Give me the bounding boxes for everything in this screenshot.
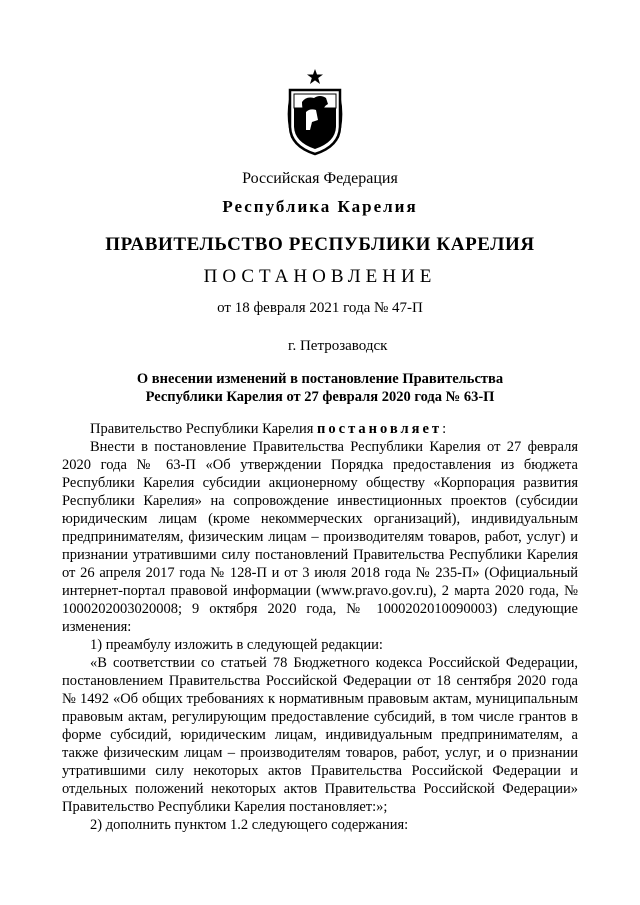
item-2: 2) дополнить пунктом 1.2 следующего содержания: [90, 817, 409, 833]
republic-name: Республика Карелия [222, 197, 418, 216]
subject-line-2: Республики Карелия от 27 февраля 2020 года № 63-П [145, 389, 495, 405]
country-name: Российская Федерация [242, 170, 398, 187]
coat-of-arms-icon [286, 68, 344, 156]
intro-suffix: : [442, 421, 447, 437]
intro-prefix: Правительство Республики Карелия [90, 421, 314, 437]
document-body [62, 420, 578, 834]
date-line: от 18 февраля 2021 года № 47-П [217, 300, 423, 316]
city: г. Петрозаводск [288, 338, 388, 354]
document-type: ПОСТАНОВЛЕНИЕ [203, 266, 437, 287]
subject-line-1: О внесении изменений в постановление Правительства [136, 371, 504, 387]
intro-keyword: постановляет [317, 421, 443, 437]
subject-title [0, 370, 640, 406]
item-1: 1) преамбулу изложить в следующей редакции: [90, 637, 383, 653]
quoted-preamble: «В соответствии со статьей 78 Бюджетного кодекса Российской Федерации, постановлением Правительства Российской Федерации от 18 сентября 2020 года № 1492 «Об общих требованиях к нормативным правовым актам, муниципальным правовым актам, регулирующим предоставление субсидий, в том числе грантов в форме субсидий, юридическим лицам, индивидуальным предпринимателям, а также физическим лицам – производителям товаров, работ, услуг, и о признании утратившими силу некоторых актов Правительства Российской Федерации и отдельных положений некоторых актов Правительства Российской Федерации» Правительство Республики Карелия постановляет:»; [62, 655, 578, 815]
intro-paragraph [62, 420, 578, 438]
paragraph-1: Внести в постановление Правительства Республики Карелия от 27 февраля 2020 года № 63-П «Об утверждении Порядка предоставления из бюджета Республики Карелия субсидии акционерному обществу «Корпорация развития Республики Карелия» на сопровождение инвестиционных проектов (субсидии юридическим лицам (кроме некоммерческих организаций), индивидуальным предпринимателям, физическим лицам – производителям товаров, работ, услуг) и признании утратившими силу постановлений Правительства Республики Карелия от 26 апреля 2017 года № 128-П и от 3 июля 2018 года № 235-П» (Официальный интернет-портал правовой информации (www.pravo.gov.ru), 2 марта 2020 года, № 1000202003020008; 9 октября 2020 года, № 1000202010090003) следующие изменения: [62, 439, 578, 635]
government-name: ПРАВИТЕЛЬСТВО РЕСПУБЛИКИ КАРЕЛИЯ [105, 234, 535, 255]
